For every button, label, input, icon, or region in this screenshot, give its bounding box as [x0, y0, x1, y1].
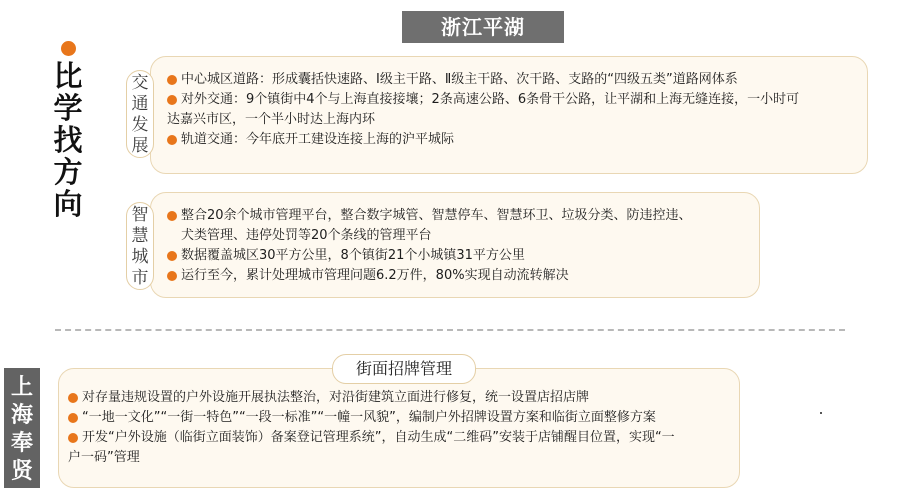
bullet-icon [68, 393, 78, 403]
traffic-list [167, 70, 799, 150]
smart-city-list [167, 206, 692, 286]
traffic-tag-char: 展 [131, 136, 149, 156]
main-heading-char: 方 [53, 155, 83, 189]
bullet-icon [167, 95, 177, 105]
main-heading-char: 学 [53, 91, 83, 125]
list-item: 运行至今，累计处理城市管理问题6.2万件，80%实现自动流转解决 [167, 266, 692, 286]
bullet-icon [68, 433, 78, 443]
list-item: “一地一文化”“一街一特色”“一段一标准”“一幢一风貌”，编制户外招牌设置方案和临街立面整修方案 [68, 408, 675, 428]
side-location-label [4, 368, 40, 488]
side-label-char: 上 [10, 375, 33, 400]
side-label-char: 海 [10, 403, 33, 428]
side-label-char: 奉 [10, 431, 33, 456]
list-item: 整合20余个城市管理平台，整合数字城管、智慧停车、智慧环卫、垃圾分类、防违控违、 [167, 206, 692, 226]
traffic-tag-char: 通 [131, 94, 149, 114]
traffic-tag-char: 交 [131, 73, 149, 93]
bullet-icon [68, 413, 78, 423]
list-item: 对外交通：9个镇街中4个与上海直接接壤；2条高速公路、6条骨干公路，让平湖和上海无缝连接，一小时可 [167, 90, 799, 110]
list-item: 中心城区道路：形成囊括快速路、Ⅰ级主干路、Ⅱ级主干路、次干路、支路的“四级五类”道路网体系 [167, 70, 799, 90]
main-heading-char: 找 [53, 123, 83, 157]
list-item: 轨道交通：今年底开工建设连接上海的沪平城际 [167, 130, 799, 150]
bullet-icon [167, 211, 177, 221]
list-item-continuation: 户一码”管理 [68, 450, 140, 465]
list-item: 对存量违规设置的户外设施开展执法整治，对沿街建筑立面进行修复，统一设置店招店牌 [68, 388, 675, 408]
main-heading-char: 比 [53, 59, 83, 93]
main-heading-char: 向 [53, 187, 83, 221]
signboard-title: 街面招牌管理 [332, 354, 476, 384]
section-divider [55, 329, 845, 331]
list-item: 开发“户外设施（临街立面装饰）备案登记管理系统”，自动生成“二维码”安装于店铺醒目位置，实现“一 [68, 428, 675, 448]
smart-city-tag-char: 市 [131, 268, 149, 288]
page-title: 浙江平湖 [402, 11, 564, 43]
main-heading [52, 60, 84, 220]
smart-city-tag [126, 202, 154, 290]
bullet-icon [167, 271, 177, 281]
smart-city-tag-char: 城 [131, 247, 149, 267]
list-item: 数据覆盖城区30平方公里，8个镇街21个小城镇31平方公里 [167, 246, 692, 266]
list-item-continuation: 犬类管理、违停处罚等20个条线的管理平台 [181, 228, 432, 243]
list-item-continuation: 达嘉兴市区，一个半小时达上海内环 [167, 112, 376, 127]
heading-bullet-icon [61, 41, 76, 56]
bullet-icon [167, 251, 177, 261]
traffic-tag-char: 发 [131, 115, 149, 135]
side-label-char: 贤 [10, 459, 33, 484]
smart-city-tag-char: 智 [131, 205, 149, 225]
stray-dot [820, 412, 822, 414]
bullet-icon [167, 135, 177, 145]
traffic-tag [126, 70, 154, 158]
smart-city-tag-char: 慧 [131, 226, 149, 246]
signboard-list [68, 388, 675, 468]
bullet-icon [167, 75, 177, 85]
